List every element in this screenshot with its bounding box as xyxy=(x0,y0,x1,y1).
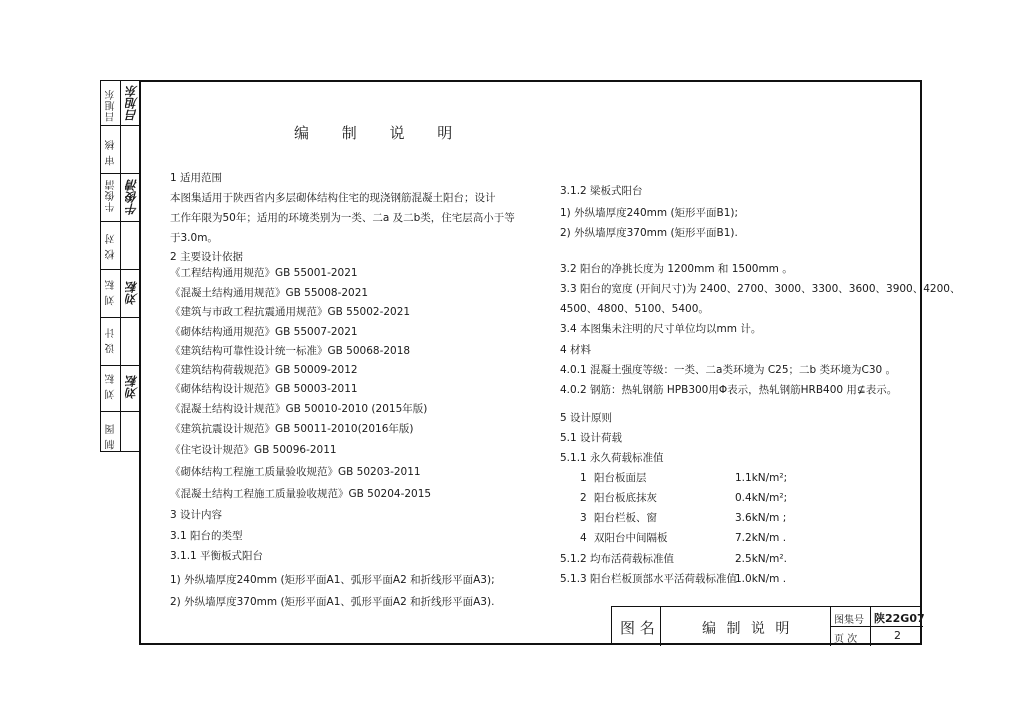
text-line: 《工程结构通用规范》GB 55001-2021 xyxy=(170,267,358,279)
signoff-divider xyxy=(120,81,121,451)
load-item: 阳台栏板、窗 xyxy=(594,512,657,524)
text-line: 3.4 本图集未注明的尺寸单位均以mm 计。 xyxy=(560,323,762,335)
text-line: 1) 外纵墙厚度240mm (矩形平面B1); xyxy=(560,207,739,219)
text-line: 5.1 设计荷载 xyxy=(560,432,623,444)
text-line: 5.1.1 永久荷载标准值 xyxy=(560,452,664,464)
tb-page-label: 页 次 xyxy=(834,634,858,645)
text-line: 4.0.1 混凝土强度等级：一类、二a类环境为 C25；二b 类环境为C30 。 xyxy=(560,364,897,376)
text-line: 《混凝土结构工程施工质量验收规范》GB 50204-2015 xyxy=(170,488,432,500)
text-line: 3.3 阳台的宽度 (开间尺寸)为 2400、2700、3000、3300、3600、3900、4200、 xyxy=(560,283,961,295)
signoff-label: 制 图 xyxy=(106,423,117,450)
load-item: 双阳台中间隔板 xyxy=(594,532,668,544)
load-no: 2 xyxy=(580,492,587,504)
tb-divider xyxy=(830,626,923,627)
text-line: 5.1.3 阳台栏板顶部水平活荷载标准值 xyxy=(560,573,738,585)
text-line: 于3.0m。 xyxy=(170,232,218,244)
tb-name-label: 图 名 xyxy=(620,619,655,637)
load-no: 4 xyxy=(580,532,587,544)
text-line: 3.1.2 梁板式阳台 xyxy=(560,185,643,197)
signoff-label: 吕旭东 xyxy=(106,89,117,122)
load-value: 1.0kN/m . xyxy=(735,573,787,585)
load-no: 3 xyxy=(580,512,587,524)
signoff-label: 审 核 xyxy=(106,139,117,166)
text-line: 《混凝土结构通用规范》GB 55008-2021 xyxy=(170,287,369,299)
text-line: 2) 外纵墙厚度370mm (矩形平面A1、弧形平面A2 和折线形平面A3). xyxy=(170,596,495,608)
load-item: 阳台板面层 xyxy=(594,472,647,484)
text-line: 《砌体结构通用规范》GB 55007-2021 xyxy=(170,326,358,338)
load-value: 7.2kN/m . xyxy=(735,532,787,544)
text-line: 《住宅设计规范》GB 50096-2011 xyxy=(170,444,337,456)
signoff-label: 刘 耘 xyxy=(106,373,117,400)
text-line: 5 设计原则 xyxy=(560,412,613,424)
signoff-label: 设 计 xyxy=(106,327,117,354)
title-block xyxy=(611,606,925,645)
signoff-row-line xyxy=(101,269,139,270)
signoff-row-line xyxy=(101,173,139,174)
text-line: 3 设计内容 xyxy=(170,509,223,521)
text-line: 2 主要设计依据 xyxy=(170,251,244,263)
signoff-label: 牛俊清 xyxy=(106,179,117,212)
signoff-label: 刘 耘 xyxy=(106,279,117,306)
text-line: 4 材料 xyxy=(560,344,592,356)
text-line: 1 适用范围 xyxy=(170,172,223,184)
tb-atlas-number: 陕22G07 xyxy=(874,612,925,625)
signoff-label: 校 对 xyxy=(106,233,117,260)
text-line: 3.1.1 平衡板式阳台 xyxy=(170,550,264,562)
text-line: 《建筑与市政工程抗震通用规范》GB 55002-2021 xyxy=(170,306,411,318)
signoff-strip xyxy=(100,80,140,452)
text-line: 3.2 阳台的净挑长度为 1200mm 和 1500mm 。 xyxy=(560,263,793,275)
text-line: 《建筑抗震设计规范》GB 50011-2010(2016年版) xyxy=(170,423,414,435)
text-line: 2) 外纵墙厚度370mm (矩形平面B1). xyxy=(560,227,738,239)
signature: 牛俊清 xyxy=(125,179,139,215)
text-line: 本图集适用于陕西省内多层砌体结构住宅的现浇钢筋混凝土阳台；设计 xyxy=(170,192,496,204)
load-value: 0.4kN/m²; xyxy=(735,492,788,504)
signoff-row-line xyxy=(101,411,139,412)
load-value: 1.1kN/m²; xyxy=(735,472,788,484)
tb-divider xyxy=(660,607,661,646)
text-line: 《混凝土结构设计规范》GB 50010-2010 (2015年版) xyxy=(170,403,428,415)
text-line: 4500、4800、5100、5400。 xyxy=(560,303,709,315)
signoff-row-line xyxy=(101,317,139,318)
signature: 刘耘 xyxy=(125,375,139,399)
tb-drawing-name: 编 制 说 明 xyxy=(702,621,793,637)
tb-page-number: 2 xyxy=(894,629,901,642)
load-item: 阳台板底抹灰 xyxy=(594,492,657,504)
text-line: 工作年限为50年；适用的环境类别为一类、二a 及二b类，住宅层高小于等 xyxy=(170,212,515,224)
text-line: 5.1.2 均布活荷载标准值 xyxy=(560,553,675,565)
load-no: 1 xyxy=(580,472,587,484)
text-line: 《砌体结构工程施工质量验收规范》GB 50203-2011 xyxy=(170,466,421,478)
text-line: 1) 外纵墙厚度240mm (矩形平面A1、弧形平面A2 和折线形平面A3); xyxy=(170,574,495,586)
text-line: 3.1 阳台的类型 xyxy=(170,530,243,542)
tb-atlas-label: 图集号 xyxy=(834,615,864,626)
signature: 吕旭东 xyxy=(125,85,139,121)
text-line: 4.0.2 钢筋：热轧钢筋 HPB300用Φ表示，热轧钢筋HRB400 用⊈表示。 xyxy=(560,384,898,396)
load-value: 2.5kN/m². xyxy=(735,553,787,565)
page-title: 编 制 说 明 xyxy=(294,124,467,142)
text-line: 《建筑结构可靠性设计统一标准》GB 50068-2018 xyxy=(170,345,411,357)
load-value: 3.6kN/m ; xyxy=(735,512,787,524)
text-line: 《砌体结构设计规范》GB 50003-2011 xyxy=(170,383,358,395)
signoff-row-line xyxy=(101,125,139,126)
text-line: 《建筑结构荷载规范》GB 50009-2012 xyxy=(170,364,358,376)
signoff-row-line xyxy=(101,221,139,222)
signature: 刘耘 xyxy=(125,281,139,305)
signoff-row-line xyxy=(101,365,139,366)
